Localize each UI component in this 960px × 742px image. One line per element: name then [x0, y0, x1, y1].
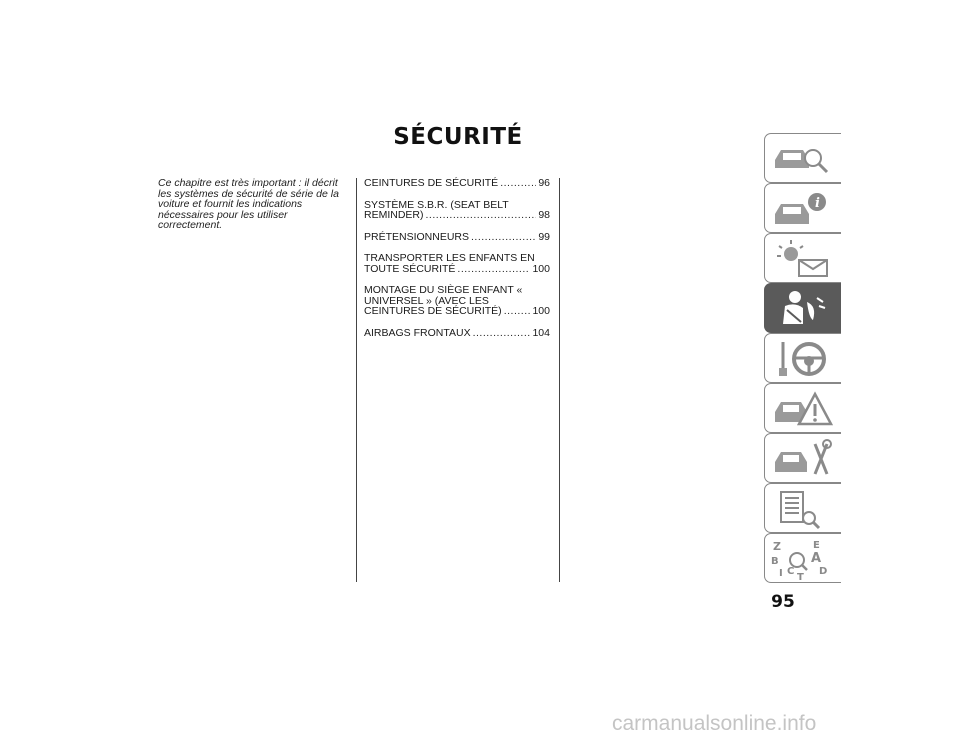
svg-text:i: i: [815, 196, 820, 211]
toc-page: 98: [538, 209, 550, 221]
toc-page: 96: [538, 177, 550, 189]
technical-data-icon: [769, 488, 837, 530]
svg-text:A: A: [811, 551, 822, 566]
warning-lights-icon: [769, 238, 837, 280]
index-icon: [769, 538, 837, 580]
svg-text:B: B: [771, 556, 779, 567]
svg-text:C: C: [787, 566, 795, 577]
svg-text:T: T: [797, 572, 804, 580]
chapter-title: SÉCURITÉ: [393, 124, 523, 150]
tab-car-maintenance[interactable]: [764, 433, 841, 483]
toc-entry-siege-enfant[interactable]: MONTAGE DU SIÈGE ENFANT « UNIVERSEL » (AVEC LES CEINTURES DE SÉCURITÉ) ..... 100: [364, 285, 550, 317]
tab-car-search[interactable]: [764, 133, 841, 183]
svg-text:I: I: [779, 568, 783, 579]
toc-entry-sbr[interactable]: SYSTÈME S.B.R. (SEAT BELT REMINDER) ..... 98: [364, 200, 550, 221]
svg-text:E: E: [813, 540, 820, 551]
steering-wheel-icon: [769, 338, 837, 380]
car-emergency-icon: [769, 388, 837, 430]
column-divider-right: [559, 178, 560, 582]
table-of-contents: [364, 178, 550, 349]
toc-page: 100: [532, 305, 550, 317]
svg-text:Z: Z: [773, 540, 781, 553]
toc-page: 104: [532, 326, 550, 339]
toc-page: 100: [532, 262, 550, 275]
toc-entry-airbags[interactable]: AIRBAGS FRONTAUX ..... 104: [364, 328, 550, 339]
tab-warning-lights[interactable]: [764, 233, 841, 283]
car-maintenance-icon: [769, 438, 837, 480]
tab-index[interactable]: [764, 533, 841, 583]
toc-entry-enfants[interactable]: TRANSPORTER LES ENFANTS EN TOUTE SÉCURITÉ ..... 100: [364, 253, 550, 274]
tab-airbag-seat[interactable]: [764, 283, 841, 333]
airbag-seat-icon: [769, 288, 837, 330]
car-search-icon: [769, 138, 837, 180]
tab-steering-wheel[interactable]: [764, 333, 841, 383]
chapter-intro: Ce chapitre est très important : il décrit les systèmes de sécurité de série de la voiture et fournit les indications nécessaires pour les utiliser correctement.: [158, 177, 339, 231]
column-divider-left: [356, 178, 357, 582]
car-info-icon: [769, 188, 837, 230]
tab-technical-data[interactable]: [764, 483, 841, 533]
svg-text:D: D: [819, 566, 828, 577]
tab-car-info[interactable]: [764, 183, 841, 233]
page-number: 95: [771, 592, 795, 612]
tab-car-emergency[interactable]: [764, 383, 841, 433]
toc-page: 99: [538, 230, 550, 243]
toc-entry-ceintures[interactable]: CEINTURES DE SÉCURITÉ ..... 96: [364, 178, 550, 189]
toc-entry-pretensionneurs[interactable]: PRÉTENSIONNEURS ..... 99: [364, 232, 550, 243]
chapter-tabs: [764, 133, 841, 583]
watermark: carmanualsonline.info: [612, 712, 817, 735]
